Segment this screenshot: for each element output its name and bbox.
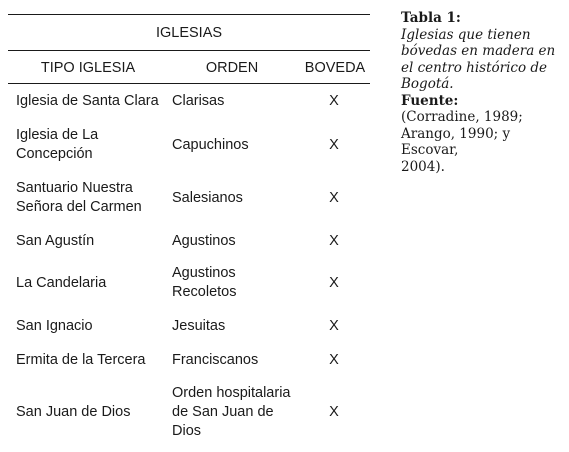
cell-line: Jesuitas (172, 317, 226, 334)
cell-orden (172, 317, 296, 336)
cell-line: La Candelaria (16, 274, 107, 291)
caption-title-line: Bogotá. (401, 76, 454, 92)
cell-iglesia (16, 126, 166, 164)
caption-title-line: bóvedas en madera en (401, 43, 556, 59)
cell-line: San Juan de Dios (16, 403, 131, 420)
cell-boveda: X (329, 92, 339, 109)
caption-source (401, 109, 566, 175)
cell-line: Agustinos (172, 265, 236, 281)
cell-boveda: X (329, 274, 339, 291)
cell-boveda: X (329, 136, 339, 153)
column-header-boveda: BOVEDA (304, 60, 366, 76)
column-header-tipo-iglesia: TIPO IGLESIA (40, 60, 136, 76)
cell-boveda: X (329, 189, 339, 206)
cell-orden (172, 189, 296, 208)
cell-iglesia (16, 403, 166, 422)
cell-line: Iglesia de La (16, 127, 99, 143)
cell-iglesia (16, 179, 166, 217)
caption-title (401, 27, 566, 93)
cell-line: Iglesia de Santa Clara (16, 92, 159, 109)
cell-orden (172, 136, 296, 155)
caption-source-line: 2004). (401, 158, 445, 175)
cell-iglesia (16, 232, 166, 251)
cell-line: San Ignacio (16, 317, 93, 334)
cell-orden (172, 92, 296, 111)
cell-iglesia (16, 274, 166, 293)
cell-orden (172, 384, 296, 441)
column-header-orden: ORDEN (205, 60, 259, 76)
cell-line: Salesianos (172, 189, 243, 206)
cell-line: de San Juan de (172, 403, 274, 420)
cell-orden (172, 264, 296, 302)
cell-boveda: X (329, 232, 339, 249)
cell-iglesia (16, 92, 166, 111)
cell-boveda: X (329, 351, 339, 368)
cell-iglesia (16, 351, 166, 370)
caption-source-label: Fuente: (401, 92, 459, 109)
cell-line: San Agustín (16, 232, 95, 249)
cell-line: Franciscanos (172, 351, 259, 368)
group-header: IGLESIAS (155, 25, 223, 41)
group-header-rule (8, 50, 370, 51)
cell-boveda: X (329, 317, 339, 334)
caption-source-line: Arango, 1990; y Escovar, (401, 125, 511, 158)
cell-line: Capuchinos (172, 136, 249, 153)
cell-iglesia (16, 317, 166, 336)
cell-line: Dios (172, 422, 202, 439)
table-top-rule (8, 14, 370, 15)
cell-line: Santuario Nuestra (16, 180, 133, 196)
caption-source-line: (Corradine, 1989; (401, 109, 523, 125)
cell-line: Recoletos (172, 284, 237, 300)
cell-line: Señora del Carmen (16, 199, 142, 215)
caption-label: Tabla 1: (401, 10, 461, 26)
cell-line: Orden hospitalaria (172, 384, 291, 401)
cell-orden (172, 351, 296, 370)
caption-title-line: el centro histórico de (401, 59, 548, 76)
cell-line: Agustinos (172, 232, 236, 249)
cell-orden (172, 232, 296, 251)
caption-title-line: Iglesias que tienen (401, 26, 531, 43)
table-caption (401, 10, 566, 175)
column-header-rule (8, 83, 370, 84)
cell-line: Ermita de la Tercera (16, 351, 146, 368)
cell-boveda: X (329, 403, 339, 420)
cell-line: Clarisas (172, 92, 225, 109)
cell-line: Concepción (16, 146, 93, 162)
